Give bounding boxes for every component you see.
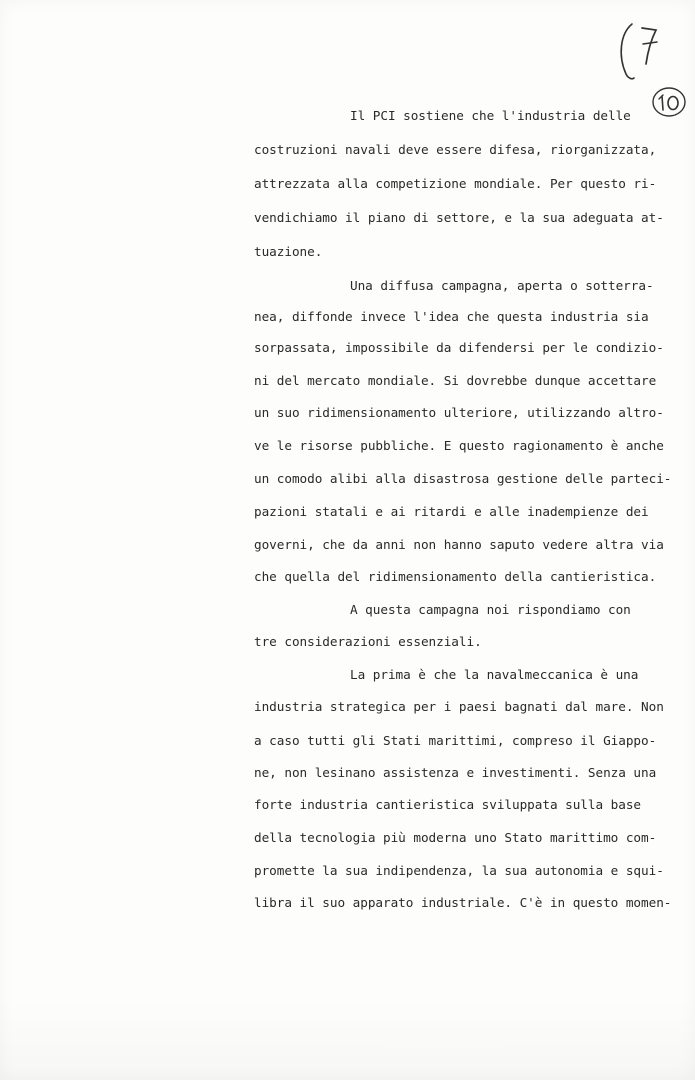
text-line: ne, non lesinano assistenza e investimenti. Senza una <box>254 765 657 780</box>
text-line: A questa campagna noi rispondiamo con <box>350 602 631 617</box>
text-line: tre considerazioni essenziali. <box>254 634 482 649</box>
text-line: forte industria cantieristica sviluppata sulla base <box>254 797 642 812</box>
handwritten-page-mark <box>612 18 672 84</box>
text-line: della tecnologia più moderna uno Stato marittimo com- <box>254 830 657 845</box>
text-line: un comodo alibi alla disastrosa gestione delle parteci- <box>254 471 672 486</box>
text-line: La prima è che la navalmeccanica è una <box>350 667 639 682</box>
text-line: costruzioni navali deve essere difesa, riorganizzata, <box>254 142 657 157</box>
text-line: ni del mercato mondiale. Si dovrebbe dunque accettare <box>254 373 657 388</box>
text-line: promette la sua indipendenza, la sua autonomia e squi- <box>254 863 664 878</box>
text-line: industria strategica per i paesi bagnati dal mare. Non <box>254 699 664 714</box>
text-line: pazioni statali e ai ritardi e alle inadempienze dei <box>254 504 649 519</box>
paper-shading <box>0 1000 695 1080</box>
text-line: tuazione. <box>254 244 323 259</box>
text-line: attrezzata alla competizione mondiale. Per questo ri- <box>254 176 657 191</box>
text-line: Il PCI sostiene che l'industria delle <box>350 108 631 123</box>
text-line: Una diffusa campagna, aperta o sotterra- <box>350 278 654 293</box>
text-line: governi, che da anni non hanno saputo vedere altra via <box>254 537 664 552</box>
handwritten-circled-number <box>650 84 690 120</box>
text-line: che quella del ridimensionamento della cantieristica. <box>254 569 657 584</box>
text-line: un suo ridimensionamento ulteriore, utilizzando altro- <box>254 405 664 420</box>
text-line: vendichiamo il piano di settore, e la sua adeguata at- <box>254 210 664 225</box>
text-line: libra il suo apparato industriale. C'è in questo momen- <box>254 895 672 910</box>
text-line: nea, diffonde invece l'idea che questa industria sia <box>254 309 649 324</box>
text-line: sorpassata, impossibile da difendersi per le condizio- <box>254 340 664 355</box>
text-line: a caso tutti gli Stati marittimi, compreso il Giappo- <box>254 733 657 748</box>
text-line: ve le risorse pubbliche. E questo ragionamento è anche <box>254 438 664 453</box>
